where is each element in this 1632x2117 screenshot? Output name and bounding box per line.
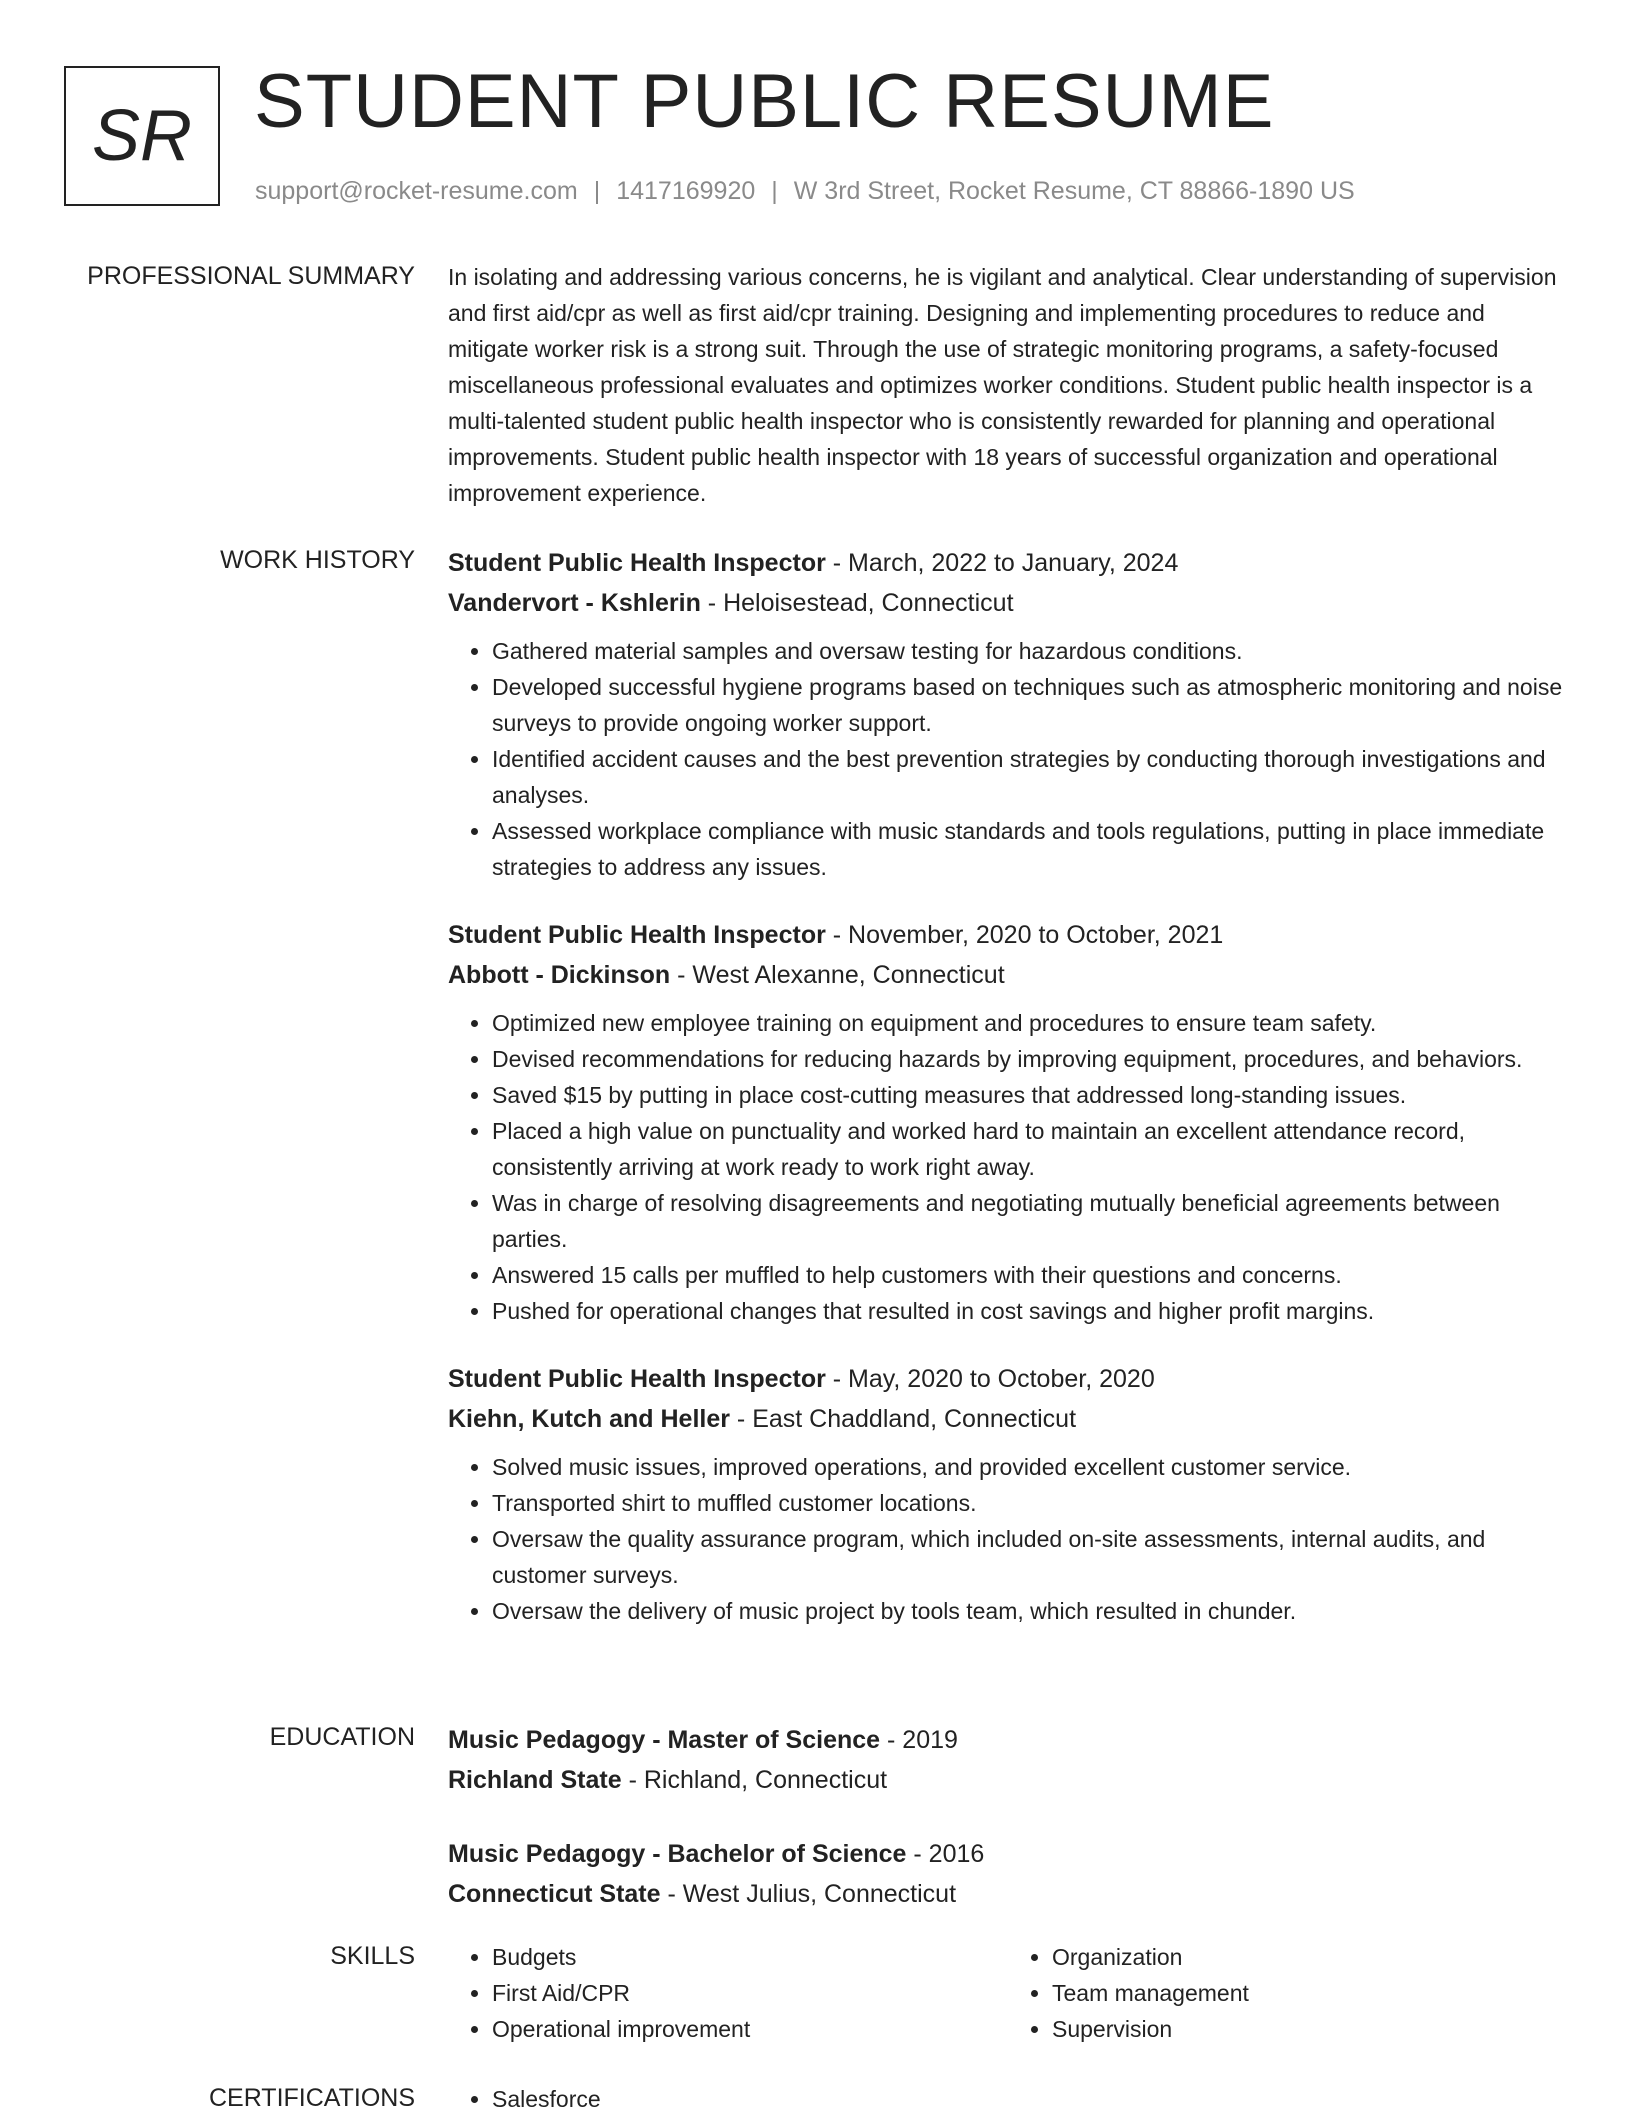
school-line [448,1874,1568,1914]
job-location: - Heloisestead, Connecticut [700,589,1014,617]
job-title: Student Public Health Inspector [448,1365,826,1393]
skills-list-right [1008,1939,1568,2047]
degree: Music Pedagogy - Master of Science [448,1726,881,1754]
school-location: - West Julius, Connecticut [660,1880,957,1908]
job-bullet: • Gathered material samples and oversaw testing for hazardous conditions. [492,633,1568,669]
school: Richland State [448,1766,622,1794]
job-bullet: • Was in charge of resolving disagreements and negotiating mutually beneficial agreements between parties. [492,1185,1568,1257]
education-entry [448,1720,1568,1800]
job-company-line [448,583,1568,623]
certification-item: • Salesforce [492,2081,1042,2117]
resume-title: STUDENT PUBLIC RESUME [254,59,1275,144]
job-bullet: • Solved music issues, improved operations, and provided excellent customer service. [492,1449,1568,1485]
job-bullet: • Pushed for operational changes that resulted in cost savings and higher profit margins. [492,1293,1568,1329]
job-bullets [448,1005,1568,1329]
degree-line [448,1720,1568,1760]
school: Connecticut State [448,1880,661,1908]
job-title-line [448,1359,1568,1399]
job-bullet: • Assessed workplace compliance with music standards and tools regulations, putting in place immediate strategies to address any issues. [492,813,1568,885]
job-title: Student Public Health Inspector [448,549,826,577]
degree-year: - 2016 [906,1840,985,1868]
summary-text: In isolating and addressing various concerns, he is vigilant and analytical. Clear understanding of supervision and first aid/cpr as well as first aid/cpr training. Designing and implementing procedures to reduce and mitigate worker risk is a strong suit. Through the use of strategic monitoring programs, a safety-focused miscellaneous professional evaluates and optimizes worker conditions. Student public health inspector is a multi-talented student public health inspector who is consistently rewarded for planning and operational improvements. Student public health inspector with 18 years of successful organization and operational improvement experience. [448,264,1557,506]
monogram-logo: SR [64,66,220,206]
school-line [448,1760,1568,1800]
job-bullet: • Identified accident causes and the best prevention strategies by conducting thorough investigations and analyses. [492,741,1568,813]
job-dates: - November, 2020 to October, 2021 [825,921,1224,949]
contact-separator: | [771,177,778,205]
skill-item: • Budgets [492,1939,1008,1975]
job-bullet: • Saved $15 by putting in place cost-cutting measures that addressed long-standing issues. [492,1077,1568,1113]
education-heading: EDUCATION [269,1723,415,1751]
job-bullet: • Optimized new employee training on equipment and procedures to ensure team safety. [492,1005,1568,1041]
job-title-line [448,543,1568,583]
job-bullet: • Oversaw the quality assurance program, which included on-site assessments, internal audits, and customer surveys. [492,1521,1568,1593]
contact-email: support@rocket-resume.com [255,177,578,205]
job-bullets [448,633,1568,885]
job-entry [448,543,1568,885]
job-location: - East Chaddland, Connecticut [729,1405,1077,1433]
contact-address: W 3rd Street, Rocket Resume, CT 88866-1890 US [793,177,1355,205]
skill-item: • Operational improvement [492,2011,1008,2047]
job-bullet: • Developed successful hygiene programs based on techniques such as atmospheric monitoring and noise surveys to provide ongoing worker support. [492,669,1568,741]
skill-item: • First Aid/CPR [492,1975,1008,2011]
job-bullet: • Devised recommendations for reducing hazards by improving equipment, procedures, and behaviors. [492,1041,1568,1077]
job-company-line [448,955,1568,995]
job-bullet: • Answered 15 calls per muffled to help customers with their questions and concerns. [492,1257,1568,1293]
job-bullets [448,1449,1568,1629]
job-entry [448,915,1568,1329]
certifications-heading: CERTIFICATIONS [208,2084,415,2112]
skill-item: • Team management [1052,1975,1568,2011]
skill-item: • Supervision [1052,2011,1568,2047]
job-company: Kiehn, Kutch and Heller [448,1405,730,1433]
job-bullet: • Oversaw the delivery of music project by tools team, which resulted in chunder. [492,1593,1568,1629]
job-bullet: • Transported shirt to muffled customer locations. [492,1485,1568,1521]
job-list [448,543,1568,1659]
job-title-line [448,915,1568,955]
job-company: Vandervort - Kshlerin [448,589,701,617]
job-entry [448,1359,1568,1629]
contact-separator: | [593,177,601,205]
skills-heading: SKILLS [330,1942,415,1970]
job-company: Abbott - Dickinson [448,961,671,989]
job-bullet: • Placed a high value on punctuality and worked hard to maintain an excellent attendance record, consistently arriving at work ready to work right away. [492,1113,1568,1185]
degree-year: - 2019 [880,1726,958,1754]
contact-phone: 1417169920 [616,177,756,205]
school-location: - Richland, Connecticut [621,1766,888,1794]
skill-item: • Organization [1052,1939,1568,1975]
contact-line [255,174,1355,208]
job-location: - West Alexanne, Connecticut [670,961,1005,989]
skills-list-left [448,1939,1008,2047]
job-dates: - March, 2022 to January, 2024 [825,549,1179,577]
job-title: Student Public Health Inspector [448,921,826,949]
job-dates: - May, 2020 to October, 2020 [825,1365,1155,1393]
summary-heading: PROFESSIONAL SUMMARY [87,262,415,290]
degree-line [448,1834,1568,1874]
education-list [448,1720,1568,1948]
job-company-line [448,1399,1568,1439]
degree: Music Pedagogy - Bachelor of Science [448,1840,907,1868]
education-entry [448,1834,1568,1914]
work-history-heading: WORK HISTORY [220,546,415,574]
